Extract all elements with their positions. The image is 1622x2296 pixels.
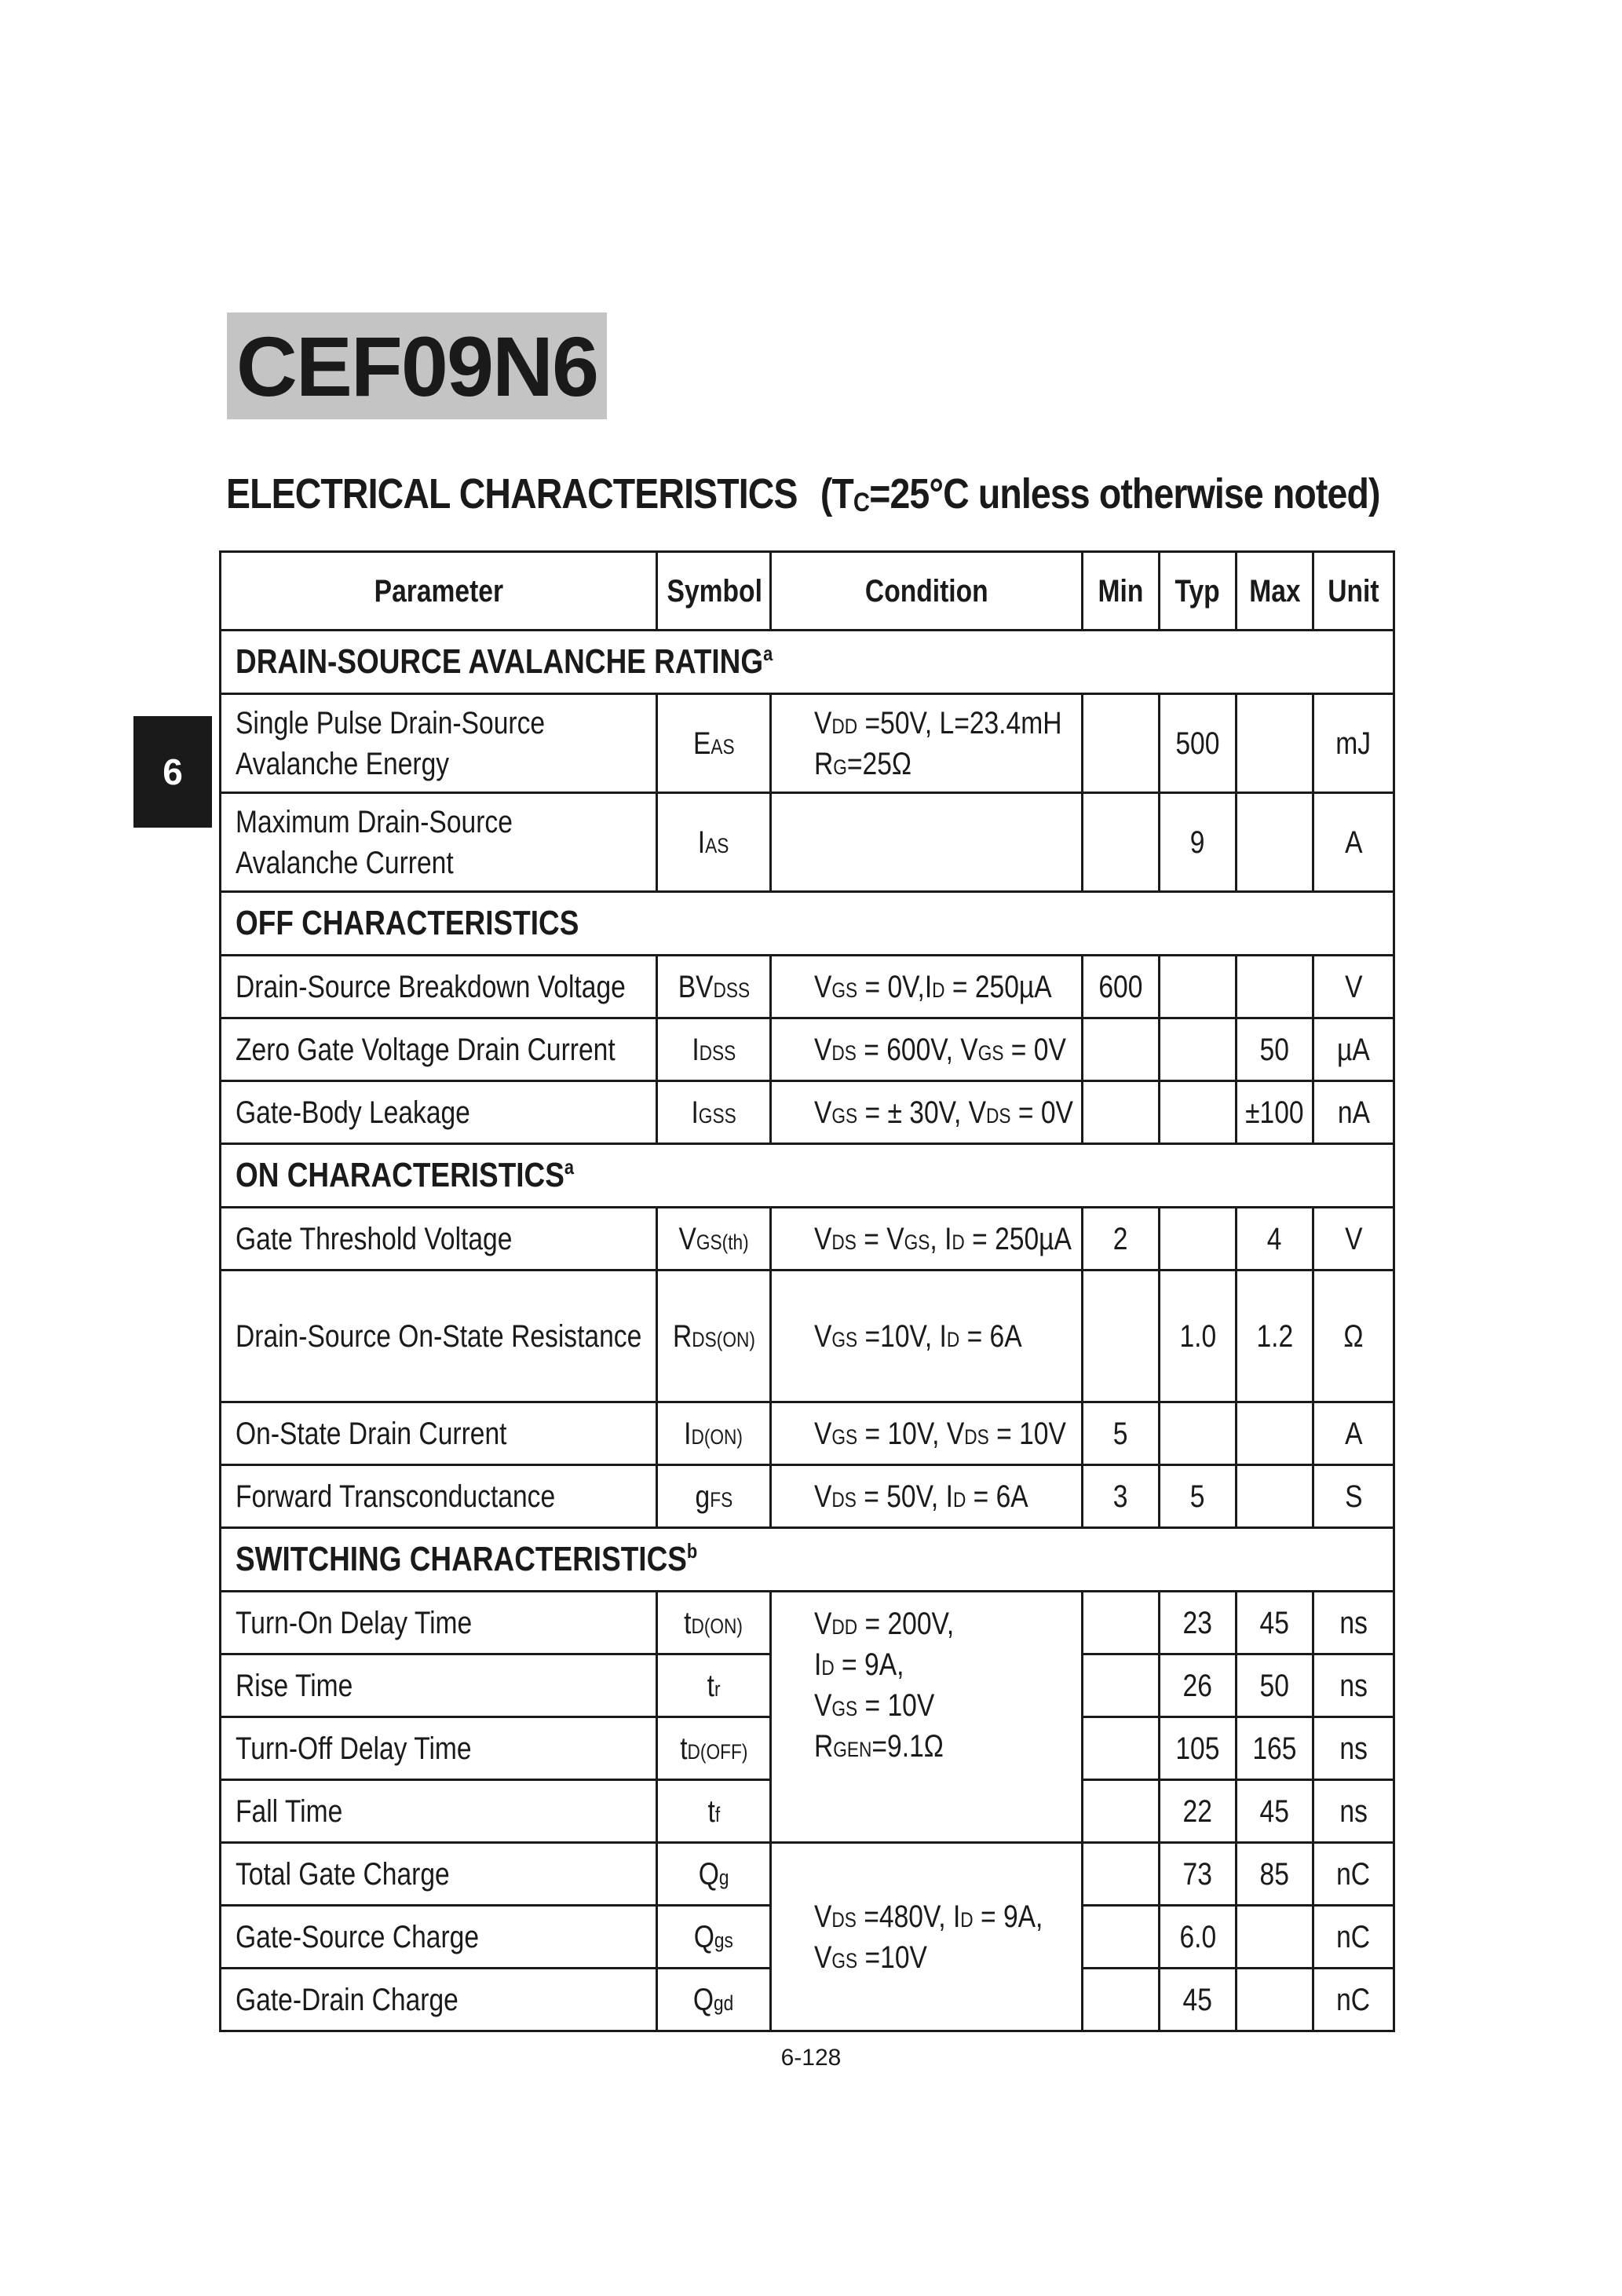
- typ-cell: 9: [1160, 793, 1237, 892]
- min-cell: 3: [1083, 1465, 1160, 1528]
- typ-cell: 500: [1160, 694, 1237, 793]
- unit-cell: µA: [1313, 1018, 1394, 1081]
- header-parameter: Parameter: [221, 552, 657, 631]
- param-cell: Fall Time: [221, 1780, 657, 1843]
- page-number: 6-128: [780, 2045, 842, 2071]
- typ-cell: 45: [1160, 1969, 1237, 2031]
- symbol-cell: IDSS: [657, 1018, 771, 1081]
- condition-cell: VGS = ± 30V, VDS = 0V: [771, 1081, 1083, 1144]
- chapter-tab-label: 6: [163, 751, 183, 792]
- table-row-rdson: [221, 1270, 1394, 1402]
- condition-cell: VDS = 50V, ID = 6A: [771, 1465, 1083, 1528]
- typ-cell: 1.0: [1160, 1270, 1237, 1402]
- max-cell: 50: [1237, 1018, 1313, 1081]
- section-row-on: [221, 1144, 1394, 1208]
- max-cell: [1237, 793, 1313, 892]
- unit-cell: ns: [1313, 1717, 1394, 1780]
- param-cell: Forward Transconductance: [221, 1465, 657, 1528]
- header-max: Max: [1237, 552, 1313, 631]
- min-cell: [1083, 1270, 1160, 1402]
- typ-cell: 73: [1160, 1843, 1237, 1906]
- max-cell: [1237, 694, 1313, 793]
- heading-cond-rest: =25°C unless otherwise noted): [869, 470, 1380, 517]
- symbol-cell: tD(ON): [657, 1592, 771, 1654]
- typ-cell: 5: [1160, 1465, 1237, 1528]
- min-cell: [1083, 1081, 1160, 1144]
- min-cell: [1083, 793, 1160, 892]
- table-row-eas: [221, 694, 1394, 793]
- header-unit: Unit: [1313, 552, 1394, 631]
- max-cell: 1.2: [1237, 1270, 1313, 1402]
- min-cell: [1083, 1969, 1160, 2031]
- param-cell: Zero Gate Voltage Drain Current: [221, 1018, 657, 1081]
- condition-cell: VDD =50V, L=23.4mH RG=25Ω: [771, 694, 1083, 793]
- section-row-avalanche: [221, 631, 1394, 694]
- param-cell: Turn-On Delay Time: [221, 1592, 657, 1654]
- table-row-tdon: [221, 1592, 1394, 1654]
- table-row-gfs: [221, 1465, 1394, 1528]
- typ-cell: [1160, 1402, 1237, 1465]
- typ-cell: 26: [1160, 1654, 1237, 1717]
- min-cell: 5: [1083, 1402, 1160, 1465]
- symbol-cell: Qgd: [657, 1969, 771, 2031]
- symbol-cell: EAS: [657, 694, 771, 793]
- unit-cell: A: [1313, 1402, 1394, 1465]
- chapter-tab: [133, 716, 212, 828]
- table-row-igss: [221, 1081, 1394, 1144]
- typ-cell: 105: [1160, 1717, 1237, 1780]
- symbol-cell: RDS(ON): [657, 1270, 771, 1402]
- condition-cell: VGS = 10V, VDS = 10V: [771, 1402, 1083, 1465]
- charge-condition-cell: VDS =480V, ID = 9A, VGS =10V: [771, 1843, 1083, 2031]
- table-row-bvdss: [221, 956, 1394, 1018]
- part-number-title: CEF09N6: [236, 318, 598, 414]
- electrical-characteristics-table: [219, 550, 1395, 2032]
- unit-cell: ns: [1313, 1780, 1394, 1843]
- condition-cell: VGS = 0V,ID = 250µA: [771, 956, 1083, 1018]
- section-title-switching: SWITCHING CHARACTERISTICS$^b$: [221, 1528, 1394, 1592]
- table-row-ias: [221, 793, 1394, 892]
- section-title-off: OFF CHARACTERISTICS: [221, 892, 1394, 956]
- switching-condition-cell: VDD = 200V, ID = 9A, VGS = 10V RGEN=9.1Ω: [771, 1592, 1083, 1843]
- unit-cell: ns: [1313, 1592, 1394, 1654]
- condition-cell: VDS = 600V, VGS = 0V: [771, 1018, 1083, 1081]
- min-cell: [1083, 1780, 1160, 1843]
- typ-cell: 23: [1160, 1592, 1237, 1654]
- min-cell: [1083, 1843, 1160, 1906]
- symbol-cell: IGSS: [657, 1081, 771, 1144]
- min-cell: 600: [1083, 956, 1160, 1018]
- symbol-cell: IAS: [657, 793, 771, 892]
- symbol-cell: VGS(th): [657, 1208, 771, 1270]
- part-number-banner: [227, 313, 607, 419]
- header-symbol: Symbol: [657, 552, 771, 631]
- min-cell: 2: [1083, 1208, 1160, 1270]
- section-title-avalanche: DRAIN-SOURCE AVALANCHE RATING$^a$: [221, 631, 1394, 694]
- max-cell: 45: [1237, 1592, 1313, 1654]
- max-cell: ±100: [1237, 1081, 1313, 1144]
- param-cell: Maximum Drain-Source Avalanche Current: [221, 793, 657, 892]
- unit-cell: ns: [1313, 1654, 1394, 1717]
- unit-cell: A: [1313, 793, 1394, 892]
- param-cell: Gate-Body Leakage: [221, 1081, 657, 1144]
- symbol-cell: gFS: [657, 1465, 771, 1528]
- typ-cell: [1160, 1208, 1237, 1270]
- param-cell: Drain-Source On-State Resistance: [221, 1270, 657, 1402]
- max-cell: [1237, 1465, 1313, 1528]
- min-cell: [1083, 1906, 1160, 1969]
- table-row-idon: [221, 1402, 1394, 1465]
- typ-cell: [1160, 956, 1237, 1018]
- heading-cond-sub: C: [853, 488, 870, 517]
- unit-cell: nC: [1313, 1969, 1394, 2031]
- heading-cond-open: (T: [820, 470, 853, 517]
- condition-cell: [771, 793, 1083, 892]
- section-row-off: [221, 892, 1394, 956]
- param-cell: Single Pulse Drain-Source Avalanche Energy: [221, 694, 657, 793]
- param-cell: Gate-Source Charge: [221, 1906, 657, 1969]
- max-cell: 85: [1237, 1843, 1313, 1906]
- param-cell: Rise Time: [221, 1654, 657, 1717]
- section-title-on: ON CHARACTERISTICS$^a$: [221, 1144, 1394, 1208]
- unit-cell: nC: [1313, 1906, 1394, 1969]
- param-cell: Gate-Drain Charge: [221, 1969, 657, 2031]
- min-cell: [1083, 1654, 1160, 1717]
- max-cell: 4: [1237, 1208, 1313, 1270]
- symbol-cell: tr: [657, 1654, 771, 1717]
- min-cell: [1083, 1018, 1160, 1081]
- header-min: Min: [1083, 552, 1160, 631]
- symbol-cell: Qg: [657, 1843, 771, 1906]
- unit-cell: V: [1313, 1208, 1394, 1270]
- header-typ: Typ: [1160, 552, 1237, 631]
- max-cell: [1237, 1402, 1313, 1465]
- symbol-cell: tf: [657, 1780, 771, 1843]
- min-cell: [1083, 694, 1160, 793]
- symbol-cell: tD(OFF): [657, 1717, 771, 1780]
- max-cell: [1237, 956, 1313, 1018]
- symbol-cell: Qgs: [657, 1906, 771, 1969]
- typ-cell: 6.0: [1160, 1906, 1237, 1969]
- unit-cell: S: [1313, 1465, 1394, 1528]
- param-cell: Total Gate Charge: [221, 1843, 657, 1906]
- table-row-qg: [221, 1843, 1394, 1906]
- section-heading: [226, 470, 1380, 518]
- unit-cell: nA: [1313, 1081, 1394, 1144]
- symbol-cell: BVDSS: [657, 956, 771, 1018]
- max-cell: 165: [1237, 1717, 1313, 1780]
- header-condition: Condition: [771, 552, 1083, 631]
- typ-cell: [1160, 1081, 1237, 1144]
- param-cell: Drain-Source Breakdown Voltage: [221, 956, 657, 1018]
- max-cell: [1237, 1969, 1313, 2031]
- param-cell: On-State Drain Current: [221, 1402, 657, 1465]
- unit-cell: nC: [1313, 1843, 1394, 1906]
- param-cell: Turn-Off Delay Time: [221, 1717, 657, 1780]
- max-cell: 50: [1237, 1654, 1313, 1717]
- condition-cell: VGS =10V, ID = 6A: [771, 1270, 1083, 1402]
- table-row-idss: [221, 1018, 1394, 1081]
- unit-cell: mJ: [1313, 694, 1394, 793]
- heading-main: ELECTRICAL CHARACTERISTICS: [226, 470, 798, 517]
- min-cell: [1083, 1592, 1160, 1654]
- header-row: [221, 552, 1394, 631]
- max-cell: 45: [1237, 1780, 1313, 1843]
- section-row-switching: [221, 1528, 1394, 1592]
- typ-cell: [1160, 1018, 1237, 1081]
- typ-cell: 22: [1160, 1780, 1237, 1843]
- min-cell: [1083, 1717, 1160, 1780]
- max-cell: [1237, 1906, 1313, 1969]
- symbol-cell: ID(ON): [657, 1402, 771, 1465]
- param-cell: Gate Threshold Voltage: [221, 1208, 657, 1270]
- unit-cell: V: [1313, 956, 1394, 1018]
- table-row-vgsth: [221, 1208, 1394, 1270]
- unit-cell: Ω: [1313, 1270, 1394, 1402]
- condition-cell: VDS = VGS, ID = 250µA: [771, 1208, 1083, 1270]
